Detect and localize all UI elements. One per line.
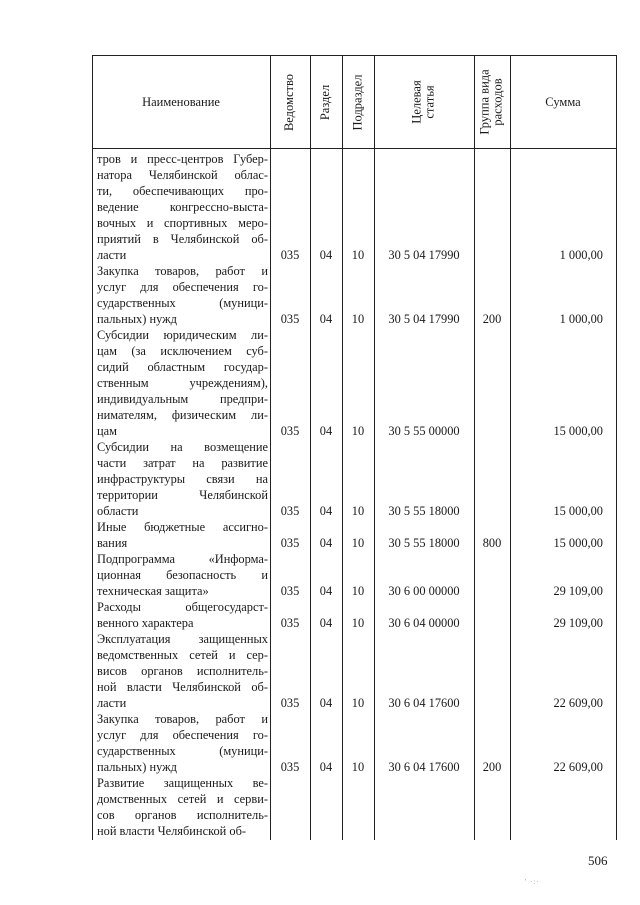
row-celevaya: 30 6 00 00000	[388, 584, 460, 598]
row-razdel: 04	[319, 760, 333, 774]
row-name-line: ной власти Челябинской об-	[97, 824, 247, 838]
row-name-line: Субсидии на возмещение	[97, 440, 268, 454]
row-summa: 22 609,00	[553, 696, 603, 710]
row-celevaya: 30 5 04 17990	[388, 312, 460, 326]
col-divider-celevaya	[474, 55, 475, 840]
row-name-line: инфраструктуры связи на	[97, 472, 268, 486]
header-razdel-text: Раздел	[318, 84, 333, 120]
header-celevaya	[374, 56, 474, 148]
header-name-text: Наименование	[142, 94, 220, 109]
row-podrazdel: 10	[351, 616, 365, 630]
row-name-line: домственных сетей и серви-	[97, 792, 268, 806]
row-name-line: территории Челябинской	[97, 488, 268, 502]
row-podrazdel: 10	[351, 504, 365, 518]
row-name-line: приятий в Челябинской об-	[97, 232, 268, 246]
row-name-line: натора Челябинской облас-	[97, 168, 268, 182]
header-gruppa-line1: Группа вида	[478, 69, 493, 135]
header-summa-text: Сумма	[545, 94, 581, 109]
row-ved: 035	[280, 312, 300, 326]
row-razdel: 04	[319, 248, 333, 262]
header-name	[92, 56, 270, 148]
row-razdel: 04	[319, 584, 333, 598]
page-number: 506	[588, 853, 608, 868]
row-celevaya: 30 6 04 17600	[388, 760, 460, 774]
row-gruppa: 200	[482, 760, 502, 774]
row-podrazdel: 10	[351, 248, 365, 262]
row-podrazdel: 10	[351, 760, 365, 774]
header-ved	[270, 56, 310, 148]
row-name-line: сударственных (муници-	[97, 296, 268, 310]
row-podrazdel: 10	[351, 696, 365, 710]
row-razdel: 04	[319, 312, 333, 326]
header-podrazdel-text: Подраздел	[350, 74, 365, 130]
row-name-line: Развитие защищенных ве-	[97, 776, 268, 790]
row-celevaya: 30 5 55 18000	[388, 536, 460, 550]
row-name-line: нимателям, физическим ли-	[97, 408, 268, 422]
header-summa	[510, 56, 616, 148]
row-name-line: Закупка товаров, работ и	[97, 264, 268, 278]
row-ved: 035	[280, 504, 300, 518]
row-summa: 15 000,00	[553, 536, 603, 550]
row-name-line: ведомственных сетей и сер-	[97, 648, 268, 662]
row-summa: 15 000,00	[553, 504, 603, 518]
row-name-line: ционная безопасность и	[97, 568, 268, 582]
row-name-line: части затрат на развитие	[97, 456, 268, 470]
col-divider-razdel	[342, 55, 343, 840]
row-podrazdel: 10	[351, 536, 365, 550]
row-razdel: 04	[319, 696, 333, 710]
row-name-line: вания	[97, 536, 128, 550]
row-name-line: ственным учреждениям),	[97, 376, 268, 390]
row-summa: 1 000,00	[559, 248, 603, 262]
row-ved: 035	[280, 424, 300, 438]
row-celevaya: 30 6 04 00000	[388, 616, 460, 630]
row-gruppa: 800	[482, 536, 502, 550]
row-name-line: Эксплуатация защищенных	[97, 632, 268, 646]
col-divider-ved	[310, 55, 311, 840]
row-razdel: 04	[319, 536, 333, 550]
row-name-line: услуг для обеспечения го-	[97, 280, 268, 294]
row-ved: 035	[280, 584, 300, 598]
row-name-line: висов органов исполнитель-	[97, 664, 268, 678]
row-summa: 1 000,00	[559, 312, 603, 326]
row-celevaya: 30 6 04 17600	[388, 696, 460, 710]
row-name-line: сидий областным государ-	[97, 360, 268, 374]
row-name-line: Иные бюджетные ассигно-	[97, 520, 268, 534]
header-celevaya-line1: Целевая	[410, 80, 424, 124]
row-ved: 035	[280, 248, 300, 262]
row-name-line: ной власти Челябинской об-	[97, 680, 268, 694]
row-ved: 035	[280, 760, 300, 774]
row-razdel: 04	[319, 504, 333, 518]
row-name-line: тров и пресс-центров Губер-	[97, 152, 268, 166]
row-name-line: сов органов исполнитель-	[97, 808, 268, 822]
row-celevaya: 30 5 55 00000	[388, 424, 460, 438]
header-podrazdel	[342, 56, 374, 148]
scan-mark: ' ·:·	[525, 878, 540, 886]
header-gruppa-line2: расходов	[491, 78, 506, 126]
header-celevaya-text	[411, 80, 437, 123]
row-name-line: области	[97, 504, 139, 518]
row-name-line: пальных) нужд	[97, 312, 177, 326]
row-podrazdel: 10	[351, 312, 365, 326]
row-celevaya: 30 5 55 18000	[388, 504, 460, 518]
row-name-line: вочных и спортивных меро-	[97, 216, 268, 230]
col-divider-podrazdel	[374, 55, 375, 840]
row-name-line: техническая защита»	[97, 584, 209, 598]
row-podrazdel: 10	[351, 584, 365, 598]
header-gruppa	[474, 56, 510, 148]
row-name-line: Закупка товаров, работ и	[97, 712, 268, 726]
row-summa: 29 109,00	[553, 584, 603, 598]
row-name-line: ласти	[97, 248, 127, 262]
row-name-line: цам	[97, 424, 117, 438]
row-name-line: услуг для обеспечения го-	[97, 728, 268, 742]
row-name-line: Расходы общегосударст-	[97, 600, 268, 614]
row-razdel: 04	[319, 424, 333, 438]
col-divider-gruppa	[510, 55, 511, 840]
row-name-line: пальных) нужд	[97, 760, 177, 774]
row-ved: 035	[280, 536, 300, 550]
row-celevaya: 30 5 04 17990	[388, 248, 460, 262]
row-name-line: Подпрограмма «Информа-	[97, 552, 268, 566]
row-name-line: индивидуальным предпри-	[97, 392, 268, 406]
table-left-border	[92, 55, 93, 840]
header-celevaya-line2: статья	[423, 85, 437, 119]
header-gruppa-text	[479, 69, 505, 134]
row-summa: 29 109,00	[553, 616, 603, 630]
row-summa: 15 000,00	[553, 424, 603, 438]
col-divider-name	[270, 55, 271, 840]
row-summa: 22 609,00	[553, 760, 603, 774]
row-name-line: ласти	[97, 696, 127, 710]
row-name-line: Субсидии юридическим ли-	[97, 328, 268, 342]
header-ved-text: Ведомство	[282, 73, 297, 131]
row-name-line: ти, обеспечивающих про-	[97, 184, 268, 198]
row-ved: 035	[280, 696, 300, 710]
row-name-line: венного характера	[97, 616, 194, 630]
row-name-line: цам (за исключением суб-	[97, 344, 268, 358]
row-name-line: сударственных (муници-	[97, 744, 268, 758]
row-ved: 035	[280, 616, 300, 630]
row-razdel: 04	[319, 616, 333, 630]
row-name-line: ведение конгрессно-выста-	[97, 200, 268, 214]
row-gruppa: 200	[482, 312, 502, 326]
header-razdel	[310, 56, 342, 148]
table-right-border	[616, 55, 617, 840]
row-podrazdel: 10	[351, 424, 365, 438]
header-bottom-border	[92, 148, 616, 149]
